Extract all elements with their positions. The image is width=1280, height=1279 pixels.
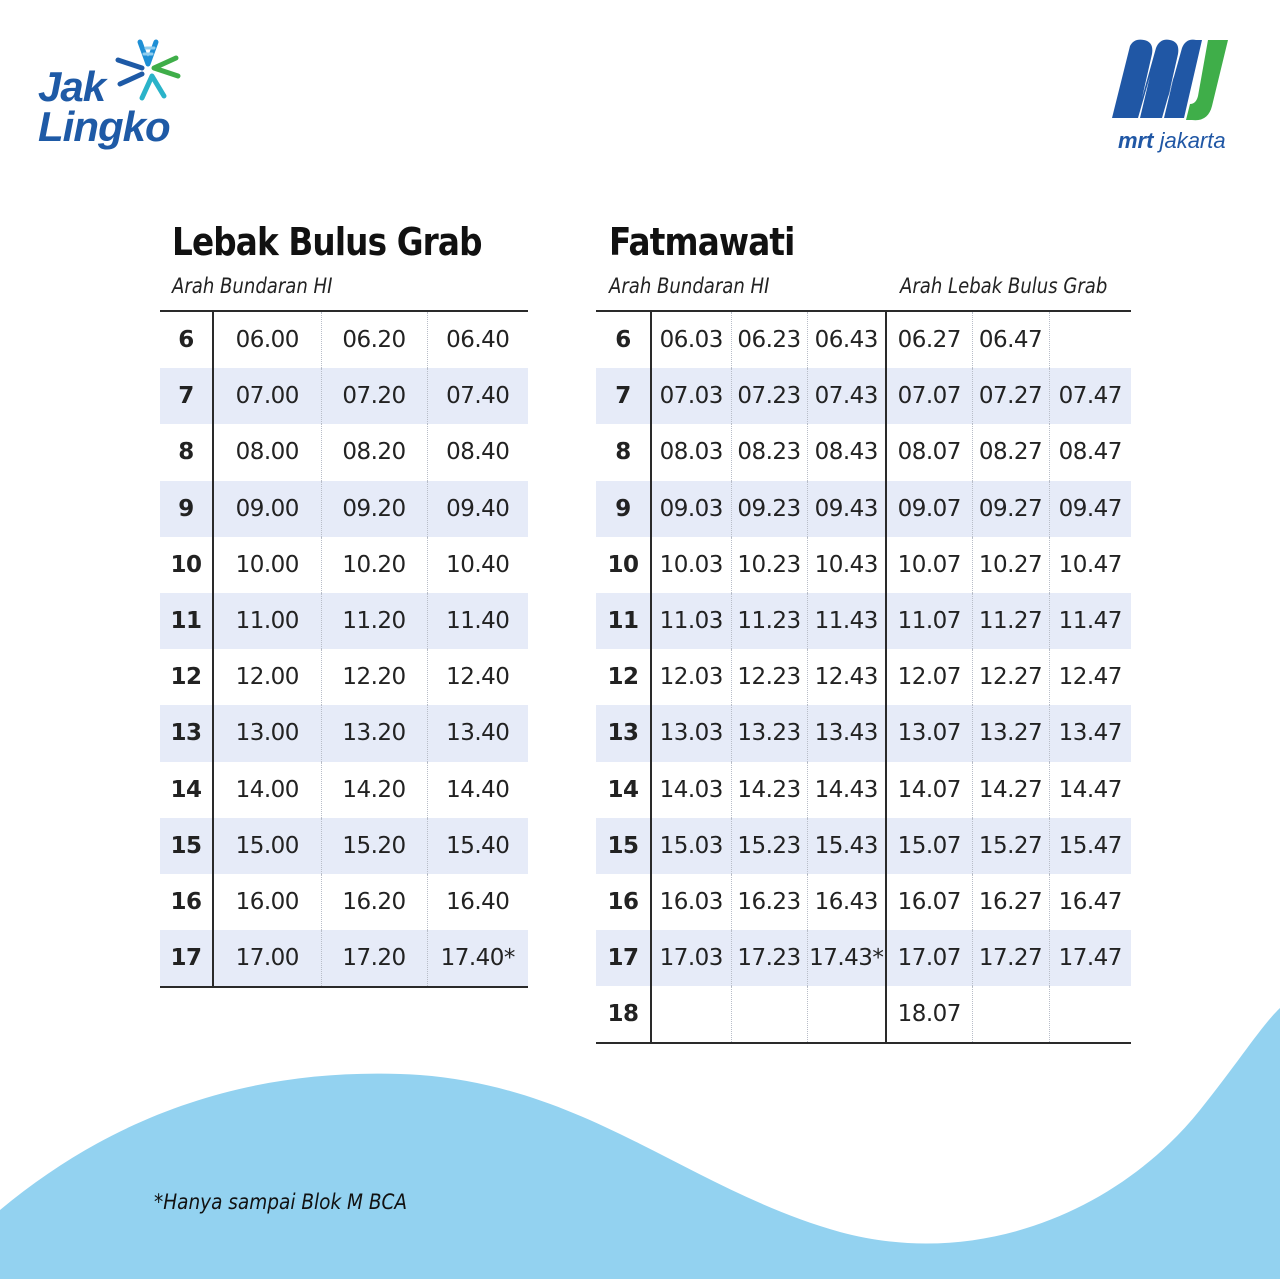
table-row [596,874,1131,930]
departure-time-to-lebak-bulus: 14.07 [886,762,972,818]
departure-time-to-bundaran-hi: 09.43 [807,481,886,537]
departure-time: 06.20 [321,311,427,368]
departure-time-to-lebak-bulus: 12.27 [972,649,1049,705]
departure-time: 06.00 [213,311,321,368]
departure-time: 11.40 [427,593,528,649]
hour-cell: 14 [160,762,213,818]
departure-time-to-lebak-bulus: 17.07 [886,930,972,986]
schedule-table-lebak-bulus [160,310,528,988]
hour-cell: 12 [160,649,213,705]
table-row [596,818,1131,874]
hour-cell: 14 [596,762,651,818]
departure-time-to-bundaran-hi: 11.43 [807,593,886,649]
table-row [160,593,528,649]
hour-cell: 10 [596,537,651,593]
departure-time-to-lebak-bulus: 12.07 [886,649,972,705]
hour-cell: 8 [160,424,213,480]
departure-time-to-bundaran-hi: 16.03 [651,874,731,930]
departure-time-to-bundaran-hi: 06.03 [651,311,731,368]
departure-time-to-lebak-bulus: 14.27 [972,762,1049,818]
departure-time-to-bundaran-hi: 15.23 [731,818,807,874]
departure-time-to-lebak-bulus: 07.07 [886,368,972,424]
departure-time-to-lebak-bulus: 11.07 [886,593,972,649]
table-row [160,705,528,761]
footnote: *Hanya sampai Blok M BCA [154,1190,408,1214]
departure-time-to-bundaran-hi: 09.03 [651,481,731,537]
departure-time-to-bundaran-hi: 06.23 [731,311,807,368]
departure-time-to-lebak-bulus: 06.47 [972,311,1049,368]
departure-time-to-lebak-bulus [1049,986,1131,1043]
table-row [596,537,1131,593]
table-row [596,481,1131,537]
departure-time-to-lebak-bulus: 10.27 [972,537,1049,593]
table-row [160,368,528,424]
hour-cell: 15 [596,818,651,874]
departure-time-to-bundaran-hi: 06.43 [807,311,886,368]
departure-time-to-lebak-bulus: 08.27 [972,424,1049,480]
hour-cell: 6 [596,311,651,368]
table-row [160,762,528,818]
departure-time-to-lebak-bulus: 07.27 [972,368,1049,424]
departure-time: 07.00 [213,368,321,424]
departure-time-to-lebak-bulus: 15.27 [972,818,1049,874]
departure-time: 08.40 [446,439,510,466]
departure-time-to-bundaran-hi [807,986,886,1043]
departure-time-to-bundaran-hi: 12.43 [807,649,886,705]
table-row [160,481,528,537]
hour-cell: 13 [160,705,213,761]
mrt-mark-icon [1104,36,1244,126]
departure-time: 16.20 [321,874,427,930]
departure-time-to-lebak-bulus: 10.47 [1058,551,1122,578]
mrt-wordmark-bold: mrt [1118,128,1154,153]
departure-time: 13.00 [213,705,321,761]
departure-time-to-bundaran-hi: 15.03 [651,818,731,874]
hour-cell: 17 [160,930,213,987]
table-row [160,424,528,480]
departure-time-to-lebak-bulus: 12.47 [1058,664,1122,691]
departure-time-to-lebak-bulus: 15.07 [886,818,972,874]
departure-time: 11.00 [213,593,321,649]
departure-time-to-bundaran-hi: 08.03 [651,424,731,480]
station-title-lebak-bulus: Lebak Bulus Grab [172,220,482,264]
departure-time-to-lebak-bulus: 11.47 [1049,593,1131,649]
departure-time: 12.40 [446,664,510,691]
departure-time: 17.20 [321,930,427,987]
departure-time-to-bundaran-hi: 07.03 [651,368,731,424]
departure-time-to-bundaran-hi: 11.03 [651,593,731,649]
mrt-jakarta-wordmark [1118,128,1226,154]
departure-time-to-bundaran-hi: 16.23 [731,874,807,930]
departure-time-to-lebak-bulus: 17.27 [972,930,1049,986]
departure-time-to-bundaran-hi: 13.43 [807,705,886,761]
departure-time-to-bundaran-hi: 12.03 [651,649,731,705]
table-row [160,874,528,930]
jaklingko-star-icon [108,36,188,106]
departure-time-to-bundaran-hi: 10.23 [731,537,807,593]
table-row [596,705,1131,761]
station-title-fatmawati: Fatmawati [609,220,795,264]
departure-time-to-bundaran-hi [731,986,807,1043]
table-row [596,311,1131,368]
departure-time: 07.40 [427,368,528,424]
departure-time-to-bundaran-hi: 09.23 [731,481,807,537]
departure-time-to-lebak-bulus [1049,311,1131,368]
departure-time-to-lebak-bulus: 13.47 [1049,705,1131,761]
table-row [160,311,528,368]
departure-time: 08.20 [321,424,427,480]
departure-time-to-lebak-bulus: 09.47 [1049,481,1131,537]
jaklingko-logo-line2: Lingko [38,103,170,150]
departure-time-to-bundaran-hi: 14.23 [731,762,807,818]
table-row [160,649,528,705]
hour-cell: 16 [596,874,651,930]
departure-time-to-lebak-bulus: 16.07 [886,874,972,930]
table-row [160,930,528,987]
departure-time-to-bundaran-hi: 15.43 [807,818,886,874]
departure-time-to-lebak-bulus: 09.27 [972,481,1049,537]
departure-time-to-lebak-bulus: 11.27 [972,593,1049,649]
departure-time: 12.00 [213,649,321,705]
schedule-table-fatmawati [596,310,1131,1044]
table-row [596,986,1131,1043]
hour-cell: 15 [160,818,213,874]
departure-time-to-bundaran-hi: 14.43 [807,762,886,818]
departure-time-to-bundaran-hi: 17.43* [807,930,886,986]
departure-time: 11.20 [321,593,427,649]
departure-time-to-bundaran-hi: 07.43 [807,368,886,424]
departure-time-to-bundaran-hi: 16.43 [807,874,886,930]
departure-time-to-bundaran-hi: 08.23 [731,424,807,480]
departure-time: 12.20 [321,649,427,705]
direction-label-lebak-bulus: Arah Bundaran HI [172,274,333,298]
table-row [160,537,528,593]
departure-time-to-lebak-bulus: 16.47 [1058,888,1122,915]
departure-time-to-lebak-bulus [972,986,1049,1043]
table-row [160,818,528,874]
hour-cell: 6 [160,311,213,368]
table-row [596,649,1131,705]
departure-time: 06.40 [427,311,528,368]
departure-time-to-bundaran-hi: 07.23 [731,368,807,424]
departure-time-to-lebak-bulus: 18.07 [886,986,972,1043]
table-row [596,593,1131,649]
departure-time-to-lebak-bulus: 17.47 [1049,930,1131,986]
departure-time: 10.00 [213,537,321,593]
jaklingko-logo [36,36,196,156]
departure-time: 16.40 [446,888,510,915]
departure-time-to-lebak-bulus: 10.07 [886,537,972,593]
departure-time: 15.00 [213,818,321,874]
direction-label-fatmawati-lb: Arah Lebak Bulus Grab [900,274,1108,298]
departure-time: 09.20 [321,481,427,537]
departure-time: 14.00 [213,762,321,818]
departure-time-to-lebak-bulus: 13.07 [886,705,972,761]
departure-time: 13.40 [427,705,528,761]
hour-cell: 18 [596,986,651,1043]
departure-time-to-lebak-bulus: 08.47 [1058,439,1122,466]
table-row [596,762,1131,818]
hour-cell: 12 [596,649,651,705]
departure-time: 13.20 [321,705,427,761]
departure-time-to-bundaran-hi: 08.43 [807,424,886,480]
departure-time-to-bundaran-hi: 13.03 [651,705,731,761]
direction-label-fatmawati-hi: Arah Bundaran HI [609,274,770,298]
departure-time: 14.20 [321,762,427,818]
departure-time: 10.20 [321,537,427,593]
hour-cell: 7 [596,368,651,424]
departure-time-to-bundaran-hi: 14.03 [651,762,731,818]
hour-cell: 9 [160,481,213,537]
departure-time-to-bundaran-hi: 12.23 [731,649,807,705]
departure-time-to-lebak-bulus: 07.47 [1049,368,1131,424]
mrt-wordmark-rest: jakarta [1153,128,1226,153]
hour-cell: 17 [596,930,651,986]
departure-time: 10.40 [446,551,510,578]
departure-time: 15.40 [427,818,528,874]
hour-cell: 11 [160,593,213,649]
departure-time-to-lebak-bulus: 08.07 [886,424,972,480]
departure-time-to-bundaran-hi: 17.23 [731,930,807,986]
hour-cell: 8 [596,424,651,480]
departure-time-to-bundaran-hi: 17.03 [651,930,731,986]
departure-time: 09.00 [213,481,321,537]
departure-time-to-lebak-bulus: 13.27 [972,705,1049,761]
table-row [596,930,1131,986]
departure-time-to-bundaran-hi [651,986,731,1043]
departure-time-to-lebak-bulus: 15.47 [1049,818,1131,874]
departure-time-to-lebak-bulus: 14.47 [1058,776,1122,803]
departure-time: 14.40 [446,776,510,803]
mrt-jakarta-logo [1104,36,1244,156]
departure-time: 08.00 [213,424,321,480]
departure-time-to-bundaran-hi: 13.23 [731,705,807,761]
table-row [596,368,1131,424]
hour-cell: 13 [596,705,651,761]
hour-cell: 10 [160,537,213,593]
departure-time-to-bundaran-hi: 10.03 [651,537,731,593]
hour-cell: 16 [160,874,213,930]
jaklingko-logo-line1: Jak [38,63,106,110]
departure-time-to-lebak-bulus: 06.27 [886,311,972,368]
departure-time: 17.00 [213,930,321,987]
departure-time: 16.00 [213,874,321,930]
departure-time-to-lebak-bulus: 16.27 [972,874,1049,930]
departure-time: 07.20 [321,368,427,424]
departure-time-to-bundaran-hi: 11.23 [731,593,807,649]
departure-time-to-lebak-bulus: 09.07 [886,481,972,537]
hour-cell: 7 [160,368,213,424]
hour-cell: 9 [596,481,651,537]
departure-time: 09.40 [427,481,528,537]
departure-time: 17.40* [427,930,528,987]
departure-time: 15.20 [321,818,427,874]
hour-cell: 11 [596,593,651,649]
table-row [596,424,1131,480]
departure-time-to-bundaran-hi: 10.43 [807,537,886,593]
